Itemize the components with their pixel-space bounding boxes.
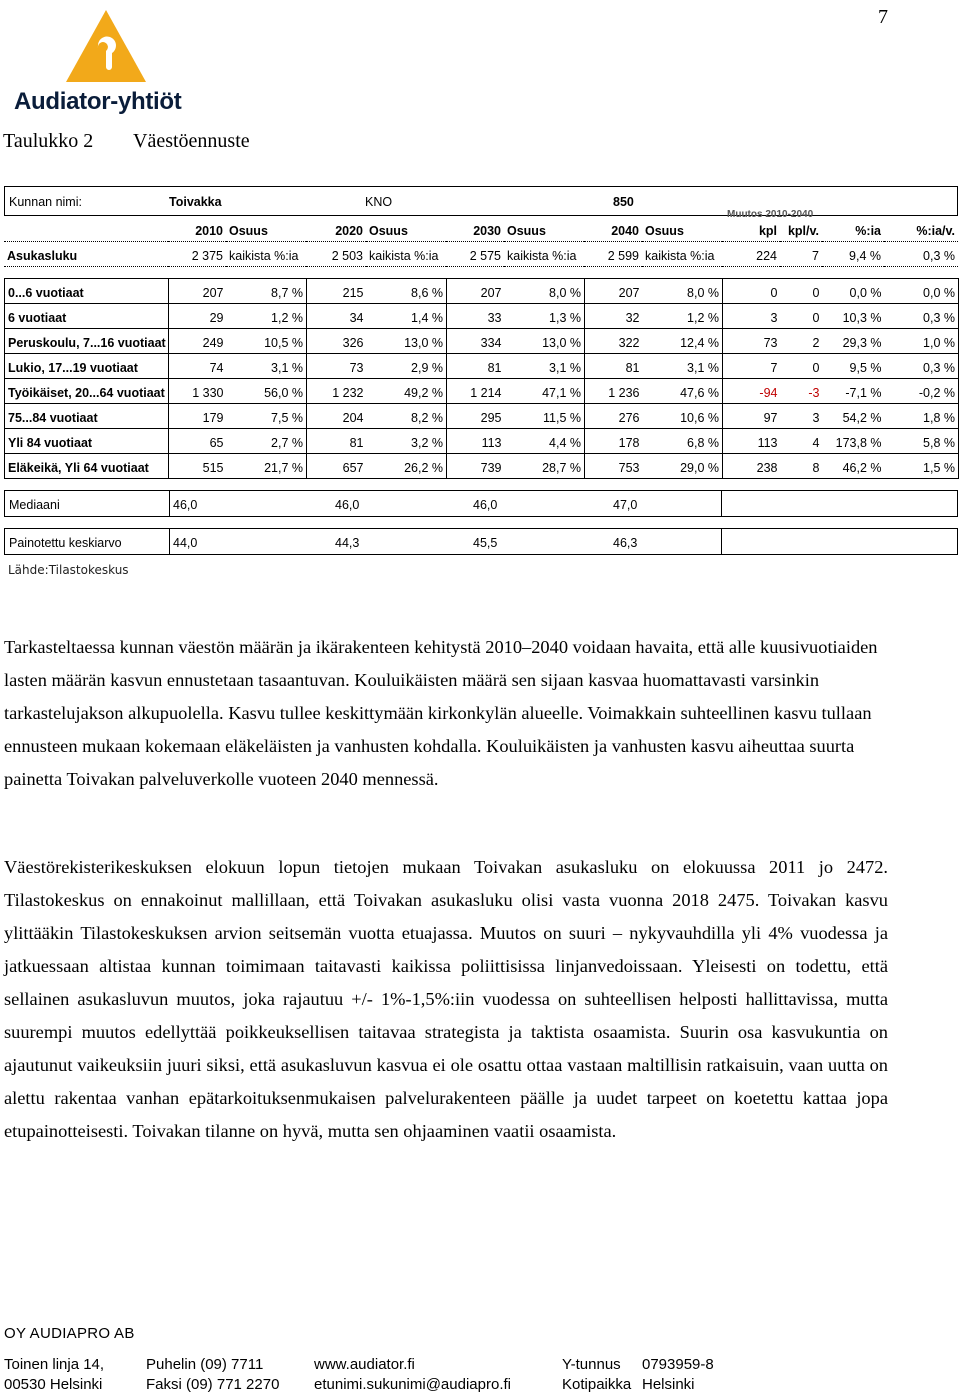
table-cell: 322 xyxy=(585,328,643,353)
table-cell: 26,2 % xyxy=(367,453,447,478)
table-cell: 81 xyxy=(447,353,505,378)
table-cell: 295 xyxy=(447,403,505,428)
kno-label: KNO xyxy=(365,195,393,209)
audiator-triangle-logo-icon xyxy=(64,8,148,84)
table-row xyxy=(5,328,959,353)
table-cell: 2,9 % xyxy=(367,353,447,378)
table-cell: 47,6 % xyxy=(643,378,723,403)
table-row xyxy=(5,278,959,303)
table-cell: 32 xyxy=(585,303,643,328)
table-cell: 29 xyxy=(169,303,227,328)
median-value: 46,0 xyxy=(335,497,360,512)
footer-row-1 xyxy=(4,1356,904,1376)
table-cell: 8,0 % xyxy=(505,278,585,303)
table-caption: Väestöennuste xyxy=(133,130,250,152)
table-cell: 47,1 % xyxy=(505,378,585,403)
table-cell: 3,1 % xyxy=(505,353,585,378)
table-cell: 0 xyxy=(781,303,823,328)
header-2010: 2010 xyxy=(168,216,226,241)
row-label: Eläkeikä, Yli 64 vuotiaat xyxy=(5,453,169,478)
table-cell: 10,3 % xyxy=(823,303,885,328)
total-cell: kaikista %:ia xyxy=(642,241,722,266)
table-cell: 1,5 % xyxy=(885,453,959,478)
table-number: Taulukko 2 xyxy=(3,130,94,152)
table-cell: 7,5 % xyxy=(227,403,307,428)
table-cell: 3,2 % xyxy=(367,428,447,453)
total-cell: 7 xyxy=(780,241,822,266)
table-cell: 1 236 xyxy=(585,378,643,403)
weighted-average-value: 44,3 xyxy=(335,535,360,550)
table-cell: 178 xyxy=(585,428,643,453)
total-row-label: Asukasluku xyxy=(4,241,168,266)
table-cell: 8,6 % xyxy=(367,278,447,303)
table-cell: 28,7 % xyxy=(505,453,585,478)
total-cell: 224 xyxy=(722,241,780,266)
age-group-table xyxy=(4,278,959,479)
median-value: 46,0 xyxy=(173,497,198,512)
table-cell: 0,0 % xyxy=(823,278,885,303)
row-label: 75...84 vuotiaat xyxy=(5,403,169,428)
logo-wordmark: Audiator-yhtiöt xyxy=(14,88,182,115)
table-cell: -7,1 % xyxy=(823,378,885,403)
total-row xyxy=(4,241,958,266)
header-2040: 2040 xyxy=(584,216,642,241)
municipality-header xyxy=(4,186,958,216)
table-cell: 179 xyxy=(169,403,227,428)
table-cell: 1 330 xyxy=(169,378,227,403)
table-row xyxy=(5,403,959,428)
table-cell: 1,0 % xyxy=(885,328,959,353)
change-period-label: Muutos 2010-2040 xyxy=(727,209,814,217)
table-cell: 1,2 % xyxy=(227,303,307,328)
table-cell: 0 xyxy=(781,353,823,378)
municipality-label: Kunnan nimi: xyxy=(9,195,82,209)
table-cell: 81 xyxy=(307,428,367,453)
table-cell: 74 xyxy=(169,353,227,378)
table-cell: 204 xyxy=(307,403,367,428)
footer-business-id: 0793959-8 xyxy=(642,1356,714,1373)
weighted-average-row xyxy=(4,528,958,555)
total-cell: kaikista %:ia xyxy=(366,241,446,266)
table-cell: 215 xyxy=(307,278,367,303)
header-share: Osuus xyxy=(226,216,306,241)
table-cell: 3,1 % xyxy=(643,353,723,378)
table-cell: 207 xyxy=(585,278,643,303)
footer-phone: Puhelin (09) 7711 xyxy=(146,1356,264,1373)
total-cell: kaikista %:ia xyxy=(226,241,306,266)
header-kpl-per-year: kpl/v. xyxy=(780,216,822,241)
table-cell: 3 xyxy=(723,303,781,328)
table-cell: 249 xyxy=(169,328,227,353)
total-cell: 2 503 xyxy=(306,241,366,266)
header-2030: 2030 xyxy=(446,216,504,241)
table-cell: 7 xyxy=(723,353,781,378)
table-cell: 97 xyxy=(723,403,781,428)
table-cell: 54,2 % xyxy=(823,403,885,428)
table-cell: 1,3 % xyxy=(505,303,585,328)
table-cell: 8,7 % xyxy=(227,278,307,303)
table-cell: 81 xyxy=(585,353,643,378)
table-cell: 5,8 % xyxy=(885,428,959,453)
body-paragraph-1: Tarkasteltaessa kunnan väestön määrän ja ikärakenteen kehitystä 2010–2040 voidaan havaita, että alle kuusivuotiaiden lasten määrän kasvun ennustetaan tasaantuvan. Kouluikäisten määrä sen sijaan kasvaa huomattavasti varsinkin tarkastelujakson alkupuolella. Kasvu tullee keskittymään kirkonkylän alueelle. Voimakkain suhteellinen kasvu tullaan ennusteen mukaan kokemaan eläkeläisten ja vanhusten kohdalla. Kouluikäisten ja vanhusten kasvu aiheuttaa suurta painetta Toivakan palveluverkolle vuoteen 2040 mennessä. xyxy=(4,637,878,789)
table-cell: 0,3 % xyxy=(885,353,959,378)
table-row xyxy=(5,378,959,403)
table-cell: 0,0 % xyxy=(885,278,959,303)
table-cell: 173,8 % xyxy=(823,428,885,453)
table-row xyxy=(5,303,959,328)
page-number: 7 xyxy=(878,6,888,28)
footer-email[interactable]: etunimi.sukunimi@audiapro.fi xyxy=(314,1376,511,1393)
table-cell: 8,2 % xyxy=(367,403,447,428)
median-value: 47,0 xyxy=(613,497,638,512)
table-cell: 515 xyxy=(169,453,227,478)
table-cell: 2 xyxy=(781,328,823,353)
table-cell: 49,2 % xyxy=(367,378,447,403)
table-cell: 739 xyxy=(447,453,505,478)
table-cell: 2,7 % xyxy=(227,428,307,453)
table-cell: 657 xyxy=(307,453,367,478)
table-cell: 29,3 % xyxy=(823,328,885,353)
table-cell: 56,0 % xyxy=(227,378,307,403)
table-cell: 1,4 % xyxy=(367,303,447,328)
row-label: Työikäiset, 20...64 vuotiaat xyxy=(5,378,169,403)
median-value: 46,0 xyxy=(473,497,498,512)
table-cell: 8,0 % xyxy=(643,278,723,303)
table-row xyxy=(5,353,959,378)
table-cell: -3 xyxy=(781,378,823,403)
municipality-name: Toivakka xyxy=(169,195,222,209)
total-cell: 2 575 xyxy=(446,241,504,266)
footer-row-2 xyxy=(4,1376,904,1396)
row-label: Lukio, 17...19 vuotiaat xyxy=(5,353,169,378)
header-share: Osuus xyxy=(642,216,722,241)
table-cell: 113 xyxy=(723,428,781,453)
table-row xyxy=(5,453,959,478)
table-cell: 12,4 % xyxy=(643,328,723,353)
total-cell: 0,3 % xyxy=(884,241,958,266)
weighted-average-label: Painotettu keskiarvo xyxy=(9,535,122,550)
header-share: Osuus xyxy=(366,216,446,241)
header-2020: 2020 xyxy=(306,216,366,241)
table-cell: 0 xyxy=(723,278,781,303)
table-cell: 276 xyxy=(585,403,643,428)
table-cell: 113 xyxy=(447,428,505,453)
row-label: Yli 84 vuotiaat xyxy=(5,428,169,453)
table-cell: 10,5 % xyxy=(227,328,307,353)
table-title xyxy=(3,130,250,153)
table-cell: 4 xyxy=(781,428,823,453)
footer-company: OY AUDIAPRO AB xyxy=(4,1325,135,1342)
table-row xyxy=(5,428,959,453)
row-label: 6 vuotiaat xyxy=(5,303,169,328)
table-cell: 46,2 % xyxy=(823,453,885,478)
footer-fax: Faksi (09) 771 2270 xyxy=(146,1376,280,1393)
total-cell: kaikista %:ia xyxy=(504,241,584,266)
table-cell: 9,5 % xyxy=(823,353,885,378)
table-cell: 207 xyxy=(169,278,227,303)
page-footer xyxy=(4,1325,904,1396)
table-cell: 207 xyxy=(447,278,505,303)
header-kpl: kpl xyxy=(722,216,780,241)
header-share: Osuus xyxy=(504,216,584,241)
kno-value: 850 xyxy=(613,195,634,209)
median-label: Mediaani xyxy=(9,497,60,512)
weighted-average-value: 45,5 xyxy=(473,535,498,550)
table-cell: 1,2 % xyxy=(643,303,723,328)
footer-address: Toinen linja 14, xyxy=(4,1356,105,1373)
table-cell: 3 xyxy=(781,403,823,428)
table-cell: 6,8 % xyxy=(643,428,723,453)
table-cell: 1 232 xyxy=(307,378,367,403)
footer-website[interactable]: www.audiator.fi xyxy=(314,1356,415,1373)
source-note: Lähde:Tilastokeskus xyxy=(8,562,129,577)
body-paragraph-2: Väestörekisterikeskuksen elokuun lopun tietojen mukaan Toivakan asukasluku on elokuussa 2011 jo 2472. Tilastokeskus on ennakoinut mallillaan, että Toivakan asukasluku olisi vasta vuonna 2018 2475. Toivakan kasvu ylittääkin Tilastokeskuksen arvion seitsemän vuotta etuajassa. Muutos on suuri – nykyvauhdilla yli 4% vuodessa ja jatkuessaan altistaa kunnan toimimaan taitavasti kaikissa poliittisissa linjanvedoissaan. Yleisesti on todettu, että sellainen asukasluvun muutos, joka rajautuu +/- 1%-1,5%:iin vuodessa on suhteellisen helposti hallittavissa, mutta suurempi muutos edellyttää poikkeuksellisen taitavaa strategista ja taktista osaamista. Suurin osa kasvukuntia on ajautunut vaikeuksiin juuri siksi, että asukasluvun kasvua ei ole osattu ottaa vastaan maltillisin ratkaisuin, vaan uutta on alettu rakentaa vanhan epätarkoituksenmukaisen palvelurakenteen päälle ja uudet tarpeet on koetettu kattaa jopa etupainotteisesti. Toivakan tilanne on hyvä, mutta sen ohjaaminen vaatii osaamista. xyxy=(4,857,888,1141)
table-cell: 4,4 % xyxy=(505,428,585,453)
table-cell: 334 xyxy=(447,328,505,353)
row-label: Peruskoulu, 7...16 vuotiaat xyxy=(5,328,169,353)
table-cell: 753 xyxy=(585,453,643,478)
table-cell: 8 xyxy=(781,453,823,478)
table-cell: 1 214 xyxy=(447,378,505,403)
footer-city: 00530 Helsinki xyxy=(4,1376,103,1393)
table-cell: 1,8 % xyxy=(885,403,959,428)
table-cell: 0 xyxy=(781,278,823,303)
table-cell: 3,1 % xyxy=(227,353,307,378)
header-percent-per-year: %:ia/v. xyxy=(884,216,958,241)
row-label: 0...6 vuotiaat xyxy=(5,278,169,303)
table-cell: 13,0 % xyxy=(505,328,585,353)
table-cell: 33 xyxy=(447,303,505,328)
total-cell: 2 375 xyxy=(168,241,226,266)
company-logo xyxy=(14,8,194,115)
table-cell: -0,2 % xyxy=(885,378,959,403)
table-cell: 73 xyxy=(723,328,781,353)
table-cell: 326 xyxy=(307,328,367,353)
weighted-average-value: 44,0 xyxy=(173,535,198,550)
total-cell: 2 599 xyxy=(584,241,642,266)
table-cell: -94 xyxy=(723,378,781,403)
total-cell: 9,4 % xyxy=(822,241,884,266)
table-cell: 73 xyxy=(307,353,367,378)
column-header-table xyxy=(4,216,958,267)
header-row xyxy=(4,216,958,241)
table-cell: 13,0 % xyxy=(367,328,447,353)
footer-business-id-label: Y-tunnus xyxy=(562,1356,621,1373)
population-forecast-sheet xyxy=(4,186,958,577)
table-cell: 238 xyxy=(723,453,781,478)
table-cell: 21,7 % xyxy=(227,453,307,478)
table-cell: 10,6 % xyxy=(643,403,723,428)
footer-domicile: Helsinki xyxy=(642,1376,695,1393)
median-row xyxy=(4,490,958,517)
table-cell: 0,3 % xyxy=(885,303,959,328)
table-cell: 34 xyxy=(307,303,367,328)
table-cell: 11,5 % xyxy=(505,403,585,428)
table-cell: 65 xyxy=(169,428,227,453)
table-cell: 29,0 % xyxy=(643,453,723,478)
footer-domicile-label: Kotipaikka xyxy=(562,1376,632,1393)
weighted-average-value: 46,3 xyxy=(613,535,638,550)
header-percent: %:ia xyxy=(822,216,884,241)
